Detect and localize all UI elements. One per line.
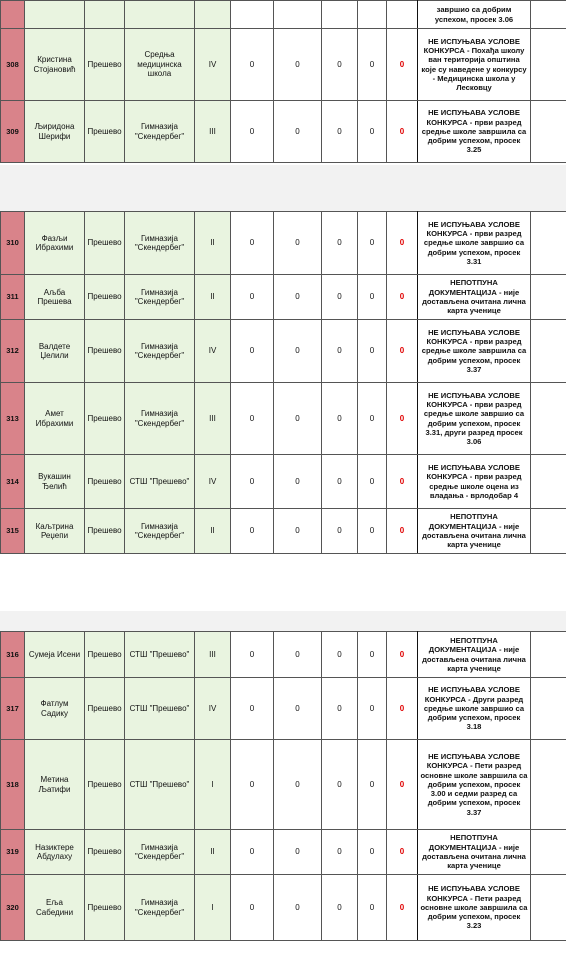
score-3: 0: [322, 320, 358, 383]
empty-cell: [531, 29, 566, 101]
municipality: Прешево: [85, 212, 125, 275]
student-name: Амет Ибрахими: [25, 383, 85, 455]
score-1: 0: [231, 509, 274, 554]
page-gap-2: [0, 611, 566, 631]
score-2: 0: [274, 830, 322, 875]
empty-cell: [531, 275, 566, 320]
total-points: 0: [387, 455, 418, 509]
table-row: [1, 212, 566, 275]
remark: НЕ ИСПУЊАВА УСЛОВЕ КОНКУРСА - први разред средње школе завршио са добрим успехом, просек 3.31, други разред просек 3.06: [418, 383, 531, 455]
score-1: 0: [231, 875, 274, 941]
grade-level: IV: [195, 678, 231, 740]
score-1: 0: [231, 632, 274, 678]
grade-level: III: [195, 101, 231, 163]
municipality: Прешево: [85, 275, 125, 320]
municipality: Прешево: [85, 320, 125, 383]
table-row: [1, 875, 566, 941]
empty-cell: [531, 455, 566, 509]
row-number: 311: [1, 275, 25, 320]
school-name: Гимназија "Скендербег": [125, 509, 195, 554]
score-2: 0: [274, 455, 322, 509]
score-2: 0: [274, 678, 322, 740]
score-2: 0: [274, 383, 322, 455]
municipality: Прешево: [85, 632, 125, 678]
total-points: 0: [387, 678, 418, 740]
remark: завршио са добрим успехом, просек 3.06: [418, 1, 531, 29]
score-1: 0: [231, 455, 274, 509]
student-name: Метина Љатифи: [25, 740, 85, 830]
score-2: 0: [274, 275, 322, 320]
remark: НЕ ИСПУЊАВА УСЛОВЕ КОНКУРСА - Пети разред основне школе завршила са добрим успехом, просек 3.23: [418, 875, 531, 941]
empty-cell: [531, 678, 566, 740]
results-table-3: [0, 631, 566, 941]
row-number: 315: [1, 509, 25, 554]
municipality: Прешево: [85, 455, 125, 509]
school-name: [125, 1, 195, 29]
table-row: [1, 101, 566, 163]
remark: НЕПОТПУНА ДОКУМЕНТАЦИЈА - није достављена очитана лична карта ученице: [418, 509, 531, 554]
row-number: 320: [1, 875, 25, 941]
grade-level: IV: [195, 455, 231, 509]
score-4: 0: [358, 101, 387, 163]
school-name: СТШ "Прешево": [125, 632, 195, 678]
municipality: Прешево: [85, 740, 125, 830]
table-row: [1, 29, 566, 101]
score-4: 0: [358, 29, 387, 101]
score-4: 0: [358, 509, 387, 554]
row-number: 308: [1, 29, 25, 101]
remark: НЕ ИСПУЊАВА УСЛОВЕ КОНКУРСА - први разред средње школе завршила са добрим успехом, просек 3.25: [418, 101, 531, 163]
remark: НЕ ИСПУЊАВА УСЛОВЕ КОНКУРСА - први разред средње школе завршила са добрим успехом, просек 3.37: [418, 320, 531, 383]
empty-cell: [531, 320, 566, 383]
score-3: 0: [322, 29, 358, 101]
school-name: Гимназија "Скендербег": [125, 320, 195, 383]
grade-level: II: [195, 509, 231, 554]
remark: НЕПОТПУНА ДОКУМЕНТАЦИЈА - није достављена очитана лична карта ученице: [418, 830, 531, 875]
score-3: 0: [322, 275, 358, 320]
table-row: [1, 830, 566, 875]
total-points: 0: [387, 830, 418, 875]
empty-cell: [531, 383, 566, 455]
student-name: Сумеја Исени: [25, 632, 85, 678]
municipality: Прешево: [85, 875, 125, 941]
score-4: 0: [358, 632, 387, 678]
sheet-block-1: [0, 0, 566, 165]
student-name: Аљба Прешева: [25, 275, 85, 320]
score-4: 0: [358, 212, 387, 275]
school-name: СТШ "Прешево": [125, 678, 195, 740]
empty-cell: [531, 875, 566, 941]
grade-level: II: [195, 212, 231, 275]
empty-cell: [531, 740, 566, 830]
score-2: 0: [274, 29, 322, 101]
score-4: 0: [358, 678, 387, 740]
score-3: 0: [322, 101, 358, 163]
municipality: Прешево: [85, 678, 125, 740]
score-4: 0: [358, 830, 387, 875]
score-3: 0: [322, 455, 358, 509]
table-row: [1, 509, 566, 554]
school-name: СТШ "Прешево": [125, 455, 195, 509]
empty-cell: [531, 101, 566, 163]
score-4: 0: [358, 275, 387, 320]
score-4: [358, 1, 387, 29]
total-points: 0: [387, 383, 418, 455]
row-number: 310: [1, 212, 25, 275]
grade-level: III: [195, 632, 231, 678]
student-name: Назиктере Абдулаху: [25, 830, 85, 875]
table-row: [1, 740, 566, 830]
score-1: 0: [231, 101, 274, 163]
score-1: 0: [231, 383, 274, 455]
score-3: 0: [322, 875, 358, 941]
student-name: [25, 1, 85, 29]
remark: НЕ ИСПУЊАВА УСЛОВЕ КОНКУРСА - Други разред средње школе завршио са добрим успехом, просек 3.18: [418, 678, 531, 740]
student-name: Валдете Џелили: [25, 320, 85, 383]
score-1: 0: [231, 830, 274, 875]
total-points: 0: [387, 275, 418, 320]
student-name: Вукашин Ђелић: [25, 455, 85, 509]
municipality: Прешево: [85, 29, 125, 101]
school-name: Средња медицинска школа: [125, 29, 195, 101]
score-2: 0: [274, 101, 322, 163]
row-number: 313: [1, 383, 25, 455]
grade-level: I: [195, 875, 231, 941]
grade-level: [195, 1, 231, 29]
school-name: Гимназија "Скендербег": [125, 875, 195, 941]
remark: НЕ ИСПУЊАВА УСЛОВЕ КОНКУРСА - Похађа школу ван територија општина које су наведене у конкурсу - Медицинска школа у Лесковцу: [418, 29, 531, 101]
municipality: Прешево: [85, 830, 125, 875]
score-3: 0: [322, 678, 358, 740]
school-name: Гимназија "Скендербег": [125, 383, 195, 455]
row-number: 314: [1, 455, 25, 509]
student-name: Фатлум Садику: [25, 678, 85, 740]
total-points: 0: [387, 101, 418, 163]
results-table-1: [0, 0, 566, 163]
row-number: 309: [1, 101, 25, 163]
row-number: 316: [1, 632, 25, 678]
row-number: 317: [1, 678, 25, 740]
empty-cell: [531, 212, 566, 275]
empty-cell: [531, 632, 566, 678]
remark: НЕПОТПУНА ДОКУМЕНТАЦИЈА - није достављена очитана лична карта ученице: [418, 632, 531, 678]
total-points: 0: [387, 632, 418, 678]
row-number: 312: [1, 320, 25, 383]
table-row: [1, 632, 566, 678]
total-points: 0: [387, 509, 418, 554]
table-row: [1, 320, 566, 383]
score-2: 0: [274, 320, 322, 383]
score-2: 0: [274, 632, 322, 678]
municipality: Прешево: [85, 101, 125, 163]
score-4: 0: [358, 320, 387, 383]
grade-level: IV: [195, 320, 231, 383]
score-1: 0: [231, 212, 274, 275]
score-3: 0: [322, 509, 358, 554]
score-2: [274, 1, 322, 29]
student-name: Кристина Стојановић: [25, 29, 85, 101]
score-3: 0: [322, 830, 358, 875]
empty-cell: [531, 1, 566, 29]
student-name: Каљтрина Реџепи: [25, 509, 85, 554]
table-row: [1, 455, 566, 509]
score-4: 0: [358, 383, 387, 455]
score-1: 0: [231, 29, 274, 101]
school-name: СТШ "Прешево": [125, 740, 195, 830]
grade-level: IV: [195, 29, 231, 101]
row-number: [1, 1, 25, 29]
municipality: Прешево: [85, 383, 125, 455]
score-3: [322, 1, 358, 29]
results-table-2: [0, 211, 566, 554]
total-points: 0: [387, 29, 418, 101]
score-1: 0: [231, 678, 274, 740]
remark: НЕ ИСПУЊАВА УСЛОВЕ КОНКУРСА - Пети разред основне школе завршила са добрим успехом, просек 3.00 и седми разред са добрим успехом, просек 3.37: [418, 740, 531, 830]
sheet-block-2: [0, 211, 566, 611]
sheet-block-3: [0, 631, 566, 960]
score-2: 0: [274, 875, 322, 941]
score-2: 0: [274, 212, 322, 275]
score-4: 0: [358, 740, 387, 830]
total-points: 0: [387, 875, 418, 941]
score-2: 0: [274, 509, 322, 554]
table-row: [1, 275, 566, 320]
score-3: 0: [322, 632, 358, 678]
table-row: [1, 383, 566, 455]
total-points: [387, 1, 418, 29]
student-name: Фазљи Ибрахими: [25, 212, 85, 275]
grade-level: II: [195, 275, 231, 320]
total-points: 0: [387, 740, 418, 830]
municipality: Прешево: [85, 509, 125, 554]
school-name: Гимназија "Скендербег": [125, 830, 195, 875]
empty-cell: [531, 509, 566, 554]
empty-cell: [531, 830, 566, 875]
score-3: 0: [322, 212, 358, 275]
score-2: 0: [274, 740, 322, 830]
remark: НЕПОТПУНА ДОКУМЕНТАЦИЈА - није достављена очитана лична карта ученице: [418, 275, 531, 320]
grade-level: III: [195, 383, 231, 455]
remark: НЕ ИСПУЊАВА УСЛОВЕ КОНКУРСА - први разред средње школе оцена из владања - врлодобар 4: [418, 455, 531, 509]
grade-level: II: [195, 830, 231, 875]
remark: НЕ ИСПУЊАВА УСЛОВЕ КОНКУРСА - први разред средње школе завршио са добрим успехом, просек 3.31: [418, 212, 531, 275]
score-3: 0: [322, 383, 358, 455]
total-points: 0: [387, 320, 418, 383]
table-row: [1, 678, 566, 740]
score-4: 0: [358, 875, 387, 941]
row-number: 319: [1, 830, 25, 875]
row-number: 318: [1, 740, 25, 830]
page-gap-1: [0, 165, 566, 211]
score-4: 0: [358, 455, 387, 509]
school-name: Гимназија "Скендербег": [125, 275, 195, 320]
school-name: Гимназија "Скендербег": [125, 101, 195, 163]
score-1: 0: [231, 275, 274, 320]
municipality: [85, 1, 125, 29]
score-1: [231, 1, 274, 29]
score-1: 0: [231, 320, 274, 383]
table-row: [1, 1, 566, 29]
student-name: Љиридона Шерифи: [25, 101, 85, 163]
school-name: Гимназија "Скендербег": [125, 212, 195, 275]
score-1: 0: [231, 740, 274, 830]
score-3: 0: [322, 740, 358, 830]
total-points: 0: [387, 212, 418, 275]
student-name: Еља Сабедини: [25, 875, 85, 941]
grade-level: I: [195, 740, 231, 830]
